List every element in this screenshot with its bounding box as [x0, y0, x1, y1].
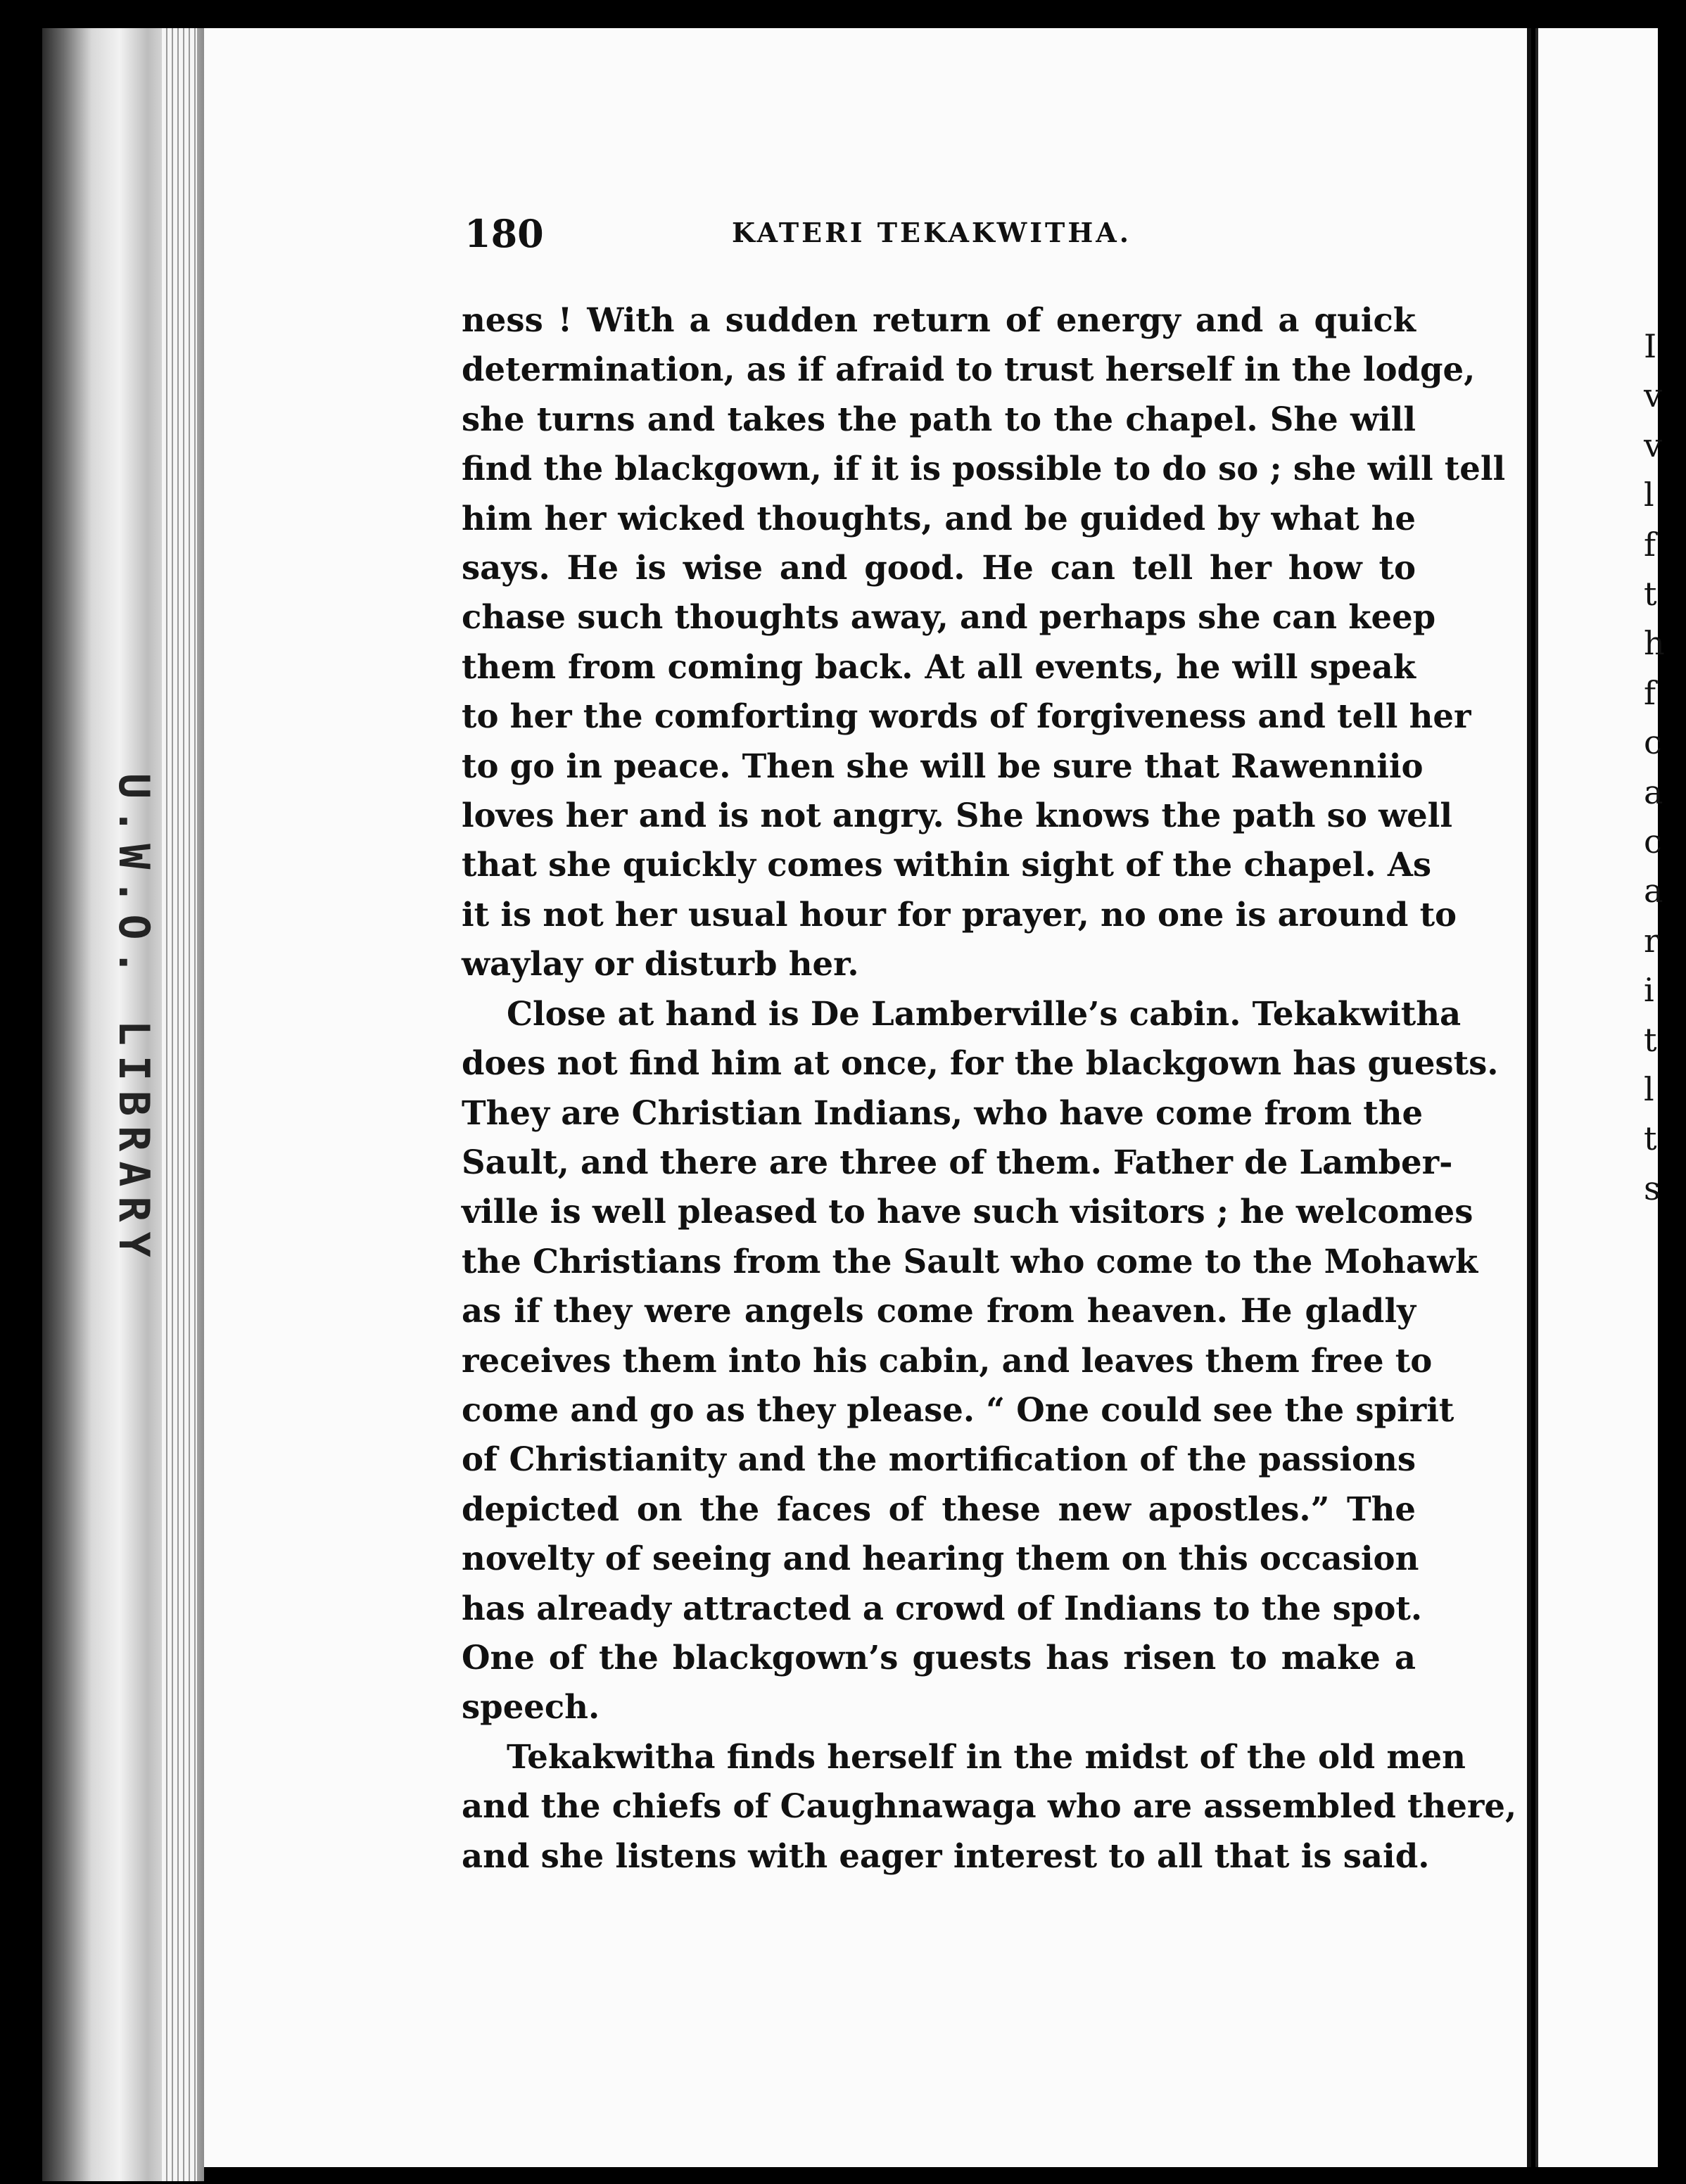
text-line: to go in peace. Then she will be sure that Rawenniio	[462, 746, 1424, 785]
text-line: ville is well pleased to have such visitors ; he welcomes	[462, 1192, 1473, 1231]
text-line: the Christians from the Sault who come to the Mohawk	[462, 1241, 1478, 1281]
facing-page-fragment: v	[1644, 426, 1662, 464]
text-line: determination, as if afraid to trust herself in the lodge,	[462, 350, 1476, 389]
text-line: loves her and is not angry. She knows the path so well	[462, 796, 1453, 835]
running-head: KATERI TEKAKWITHA.	[732, 217, 1132, 248]
text-line: of Christianity and the mortification of the passions	[462, 1440, 1416, 1479]
text-line: to her the comforting words of forgiveness and tell her	[462, 697, 1471, 736]
facing-page-fragment: I	[1644, 327, 1657, 365]
text-line: Close at hand is De Lamberville’s cabin. Tekakwitha	[507, 993, 1462, 1033]
body-text	[462, 296, 1517, 1881]
text-line: it is not her usual hour for prayer, no one is around to	[462, 894, 1457, 934]
text-line: depicted on the faces of these new apostles.” The	[462, 1489, 1416, 1528]
facing-page-fragment: t	[1644, 1020, 1657, 1059]
paragraph	[462, 1732, 1517, 1881]
facing-page-fragment: a	[1644, 773, 1663, 811]
text-line: does not find him at once, for the blackgown has guests.	[462, 1043, 1499, 1083]
text-line: she turns and takes the path to the chapel. She will	[462, 399, 1416, 438]
facing-page-fragment: l	[1644, 476, 1654, 514]
facing-page-fragment: a	[1644, 872, 1663, 910]
text-line: receives them into his cabin, and leaves them free to	[462, 1340, 1433, 1380]
paragraph	[462, 296, 1506, 989]
facing-page-fragment: t	[1644, 575, 1657, 613]
text-line: Sault, and there are three of them. Father de Lamber-	[462, 1142, 1453, 1181]
library-stamp: U.W.O. LIBRARY	[109, 773, 158, 1267]
facing-page-fragment: l	[1644, 1070, 1654, 1108]
text-line: them from coming back. At all events, he will speak	[462, 647, 1416, 686]
page-number: 180	[464, 211, 544, 256]
facing-page-fragment: r	[1644, 921, 1659, 960]
facing-page-fragment: f	[1644, 673, 1656, 712]
text-line: novelty of seeing and hearing them on this occasion	[462, 1539, 1419, 1578]
text-line: find the blackgown, if it is possible to do so ; she will tell	[462, 449, 1506, 488]
text-line: One of the blackgown’s guests has risen to make a	[462, 1637, 1416, 1677]
text-line: and the chiefs of Caughnawaga who are assembled there,	[462, 1786, 1517, 1826]
text-line: chase such thoughts away, and perhaps she can keep	[462, 597, 1436, 637]
text-line: speech.	[462, 1687, 600, 1727]
facing-page-fragment: i	[1644, 971, 1654, 1010]
text-line: come and go as they please. “ One could see the spirit	[462, 1390, 1454, 1429]
text-line: him her wicked thoughts, and be guided by what he	[462, 498, 1416, 538]
facing-page-fragment: t	[1644, 1119, 1657, 1158]
text-line: that she quickly comes within sight of the chapel. As	[462, 845, 1432, 884]
text-line: They are Christian Indians, who have come from the	[462, 1093, 1424, 1132]
text-line: as if they were angels come from heaven. He gladly	[462, 1291, 1416, 1331]
text-line: and she listens with eager interest to all that is said.	[462, 1836, 1430, 1875]
facing-page-fragment: c	[1644, 823, 1662, 861]
facing-page-fragment: f	[1644, 525, 1656, 564]
text-line: ness ! With a sudden return of energy and a quick	[462, 300, 1416, 339]
facing-page-fragment: c	[1644, 723, 1662, 762]
facing-page-fragment: s	[1644, 1169, 1661, 1207]
text-line: Tekakwitha finds herself in the midst of the old men	[507, 1737, 1466, 1776]
facing-page-fragment: h	[1644, 624, 1665, 663]
facing-page-fragment: v	[1644, 376, 1662, 415]
paragraph	[462, 989, 1499, 1732]
text-line: waylay or disturb her.	[462, 944, 859, 984]
text-line: says. He is wise and good. He can tell her how to	[462, 548, 1416, 588]
facing-page	[1535, 28, 1665, 2167]
page-header	[464, 211, 1450, 267]
page-edges	[162, 28, 197, 2181]
text-line: has already attracted a crowd of Indians to the spot.	[462, 1588, 1423, 1627]
